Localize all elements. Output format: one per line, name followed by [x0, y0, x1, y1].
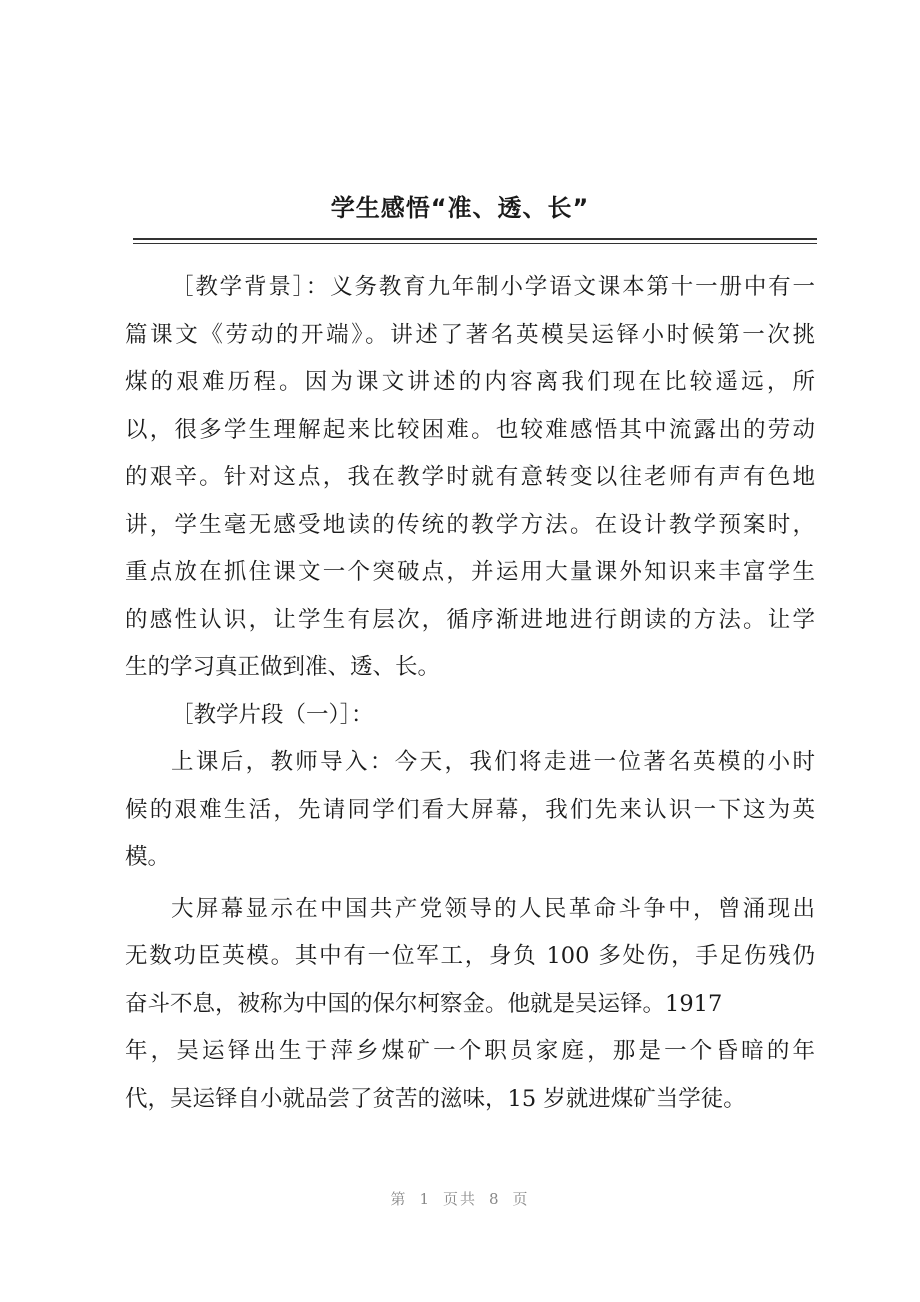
paragraph-line: 重点放在抓住课文一个突破点，并运用大量课外知识来丰富学生 — [125, 559, 815, 585]
paragraph-line: 篇课文《劳动的开端》。讲述了著名英模吴运铎小时候第一次挑 — [125, 321, 815, 348]
paragraph-line: 煤的艰难历程。因为课文讲述的内容离我们现在比较遥远，所 — [125, 369, 815, 395]
paragraph-line: 无数功臣英模。其中有一位军工，身负 100 多处伤，手足伤残仍 — [125, 943, 815, 969]
paragraph-line: 上课后，教师导入：今天，我们将走进一位著名英模的小时 — [171, 749, 815, 775]
footer-page-number: 1 — [419, 1190, 431, 1208]
title-divider-thin — [133, 243, 817, 244]
document-title: 学生感悟“准、透、长” — [330, 194, 590, 222]
paragraph-background — [125, 264, 815, 692]
page-footer — [0, 1188, 920, 1209]
title-divider-thick — [133, 238, 817, 240]
footer-middle: 页共 — [442, 1190, 477, 1208]
paragraph-line: 候的艰难生活，先请同学们看大屏幕，我们先来认识一下这为英 — [125, 796, 815, 823]
paragraph-line: ［教学片段（一）］： — [171, 701, 374, 728]
paragraph-line: 讲，学生毫无感受地读的传统的教学方法。在设计教学预案时， — [125, 511, 815, 538]
paragraph-line: 生的学习真正做到准、透、长。 — [125, 654, 441, 680]
paragraph-screen-display — [125, 886, 815, 1124]
footer-total-pages: 8 — [489, 1190, 501, 1208]
paragraph-introduction — [125, 739, 815, 882]
footer-prefix: 第 — [390, 1190, 408, 1208]
paragraph-line: 模。 — [125, 844, 171, 870]
paragraph-line: 以，很多学生理解起来比较困难。也较难感悟其中流露出的劳动 — [125, 416, 815, 443]
paragraph-line: 大屏幕显示在中国共产党领导的人民革命斗争中，曾涌现出 — [171, 895, 815, 922]
paragraph-line: 代，吴运铎自小就品尝了贫苦的滋味，15 岁就进煤矿当学徒。 — [125, 1085, 746, 1112]
paragraph-line: 的艰辛。针对这点，我在教学时就有意转变以往老师有声有色地 — [125, 464, 815, 490]
paragraph-line: 奋斗不息，被称为中国的保尔柯察金。他就是吴运铎。1917 — [125, 990, 723, 1017]
document-body — [125, 264, 815, 1123]
paragraph-line: 的感性认识，让学生有层次，循序渐进地进行朗读的方法。让学 — [125, 606, 815, 633]
paragraph-line: ［教学背景］：义务教育九年制小学语文课本第十一册中有一 — [171, 274, 815, 300]
paragraph-segment-heading — [125, 692, 815, 740]
paragraph-line: 年，吴运铎出生于萍乡煤矿一个职员家庭，那是一个昏暗的年 — [125, 1038, 815, 1064]
footer-suffix: 页 — [512, 1190, 530, 1208]
